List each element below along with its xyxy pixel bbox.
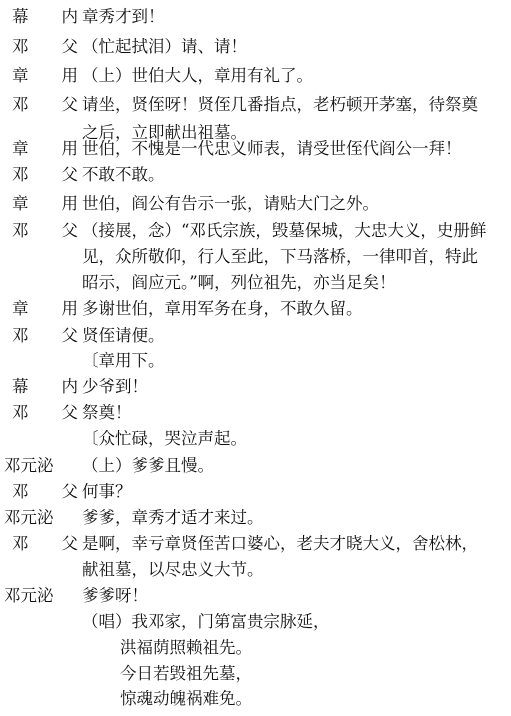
dialogue-text: 章秀才到！ <box>82 7 165 26</box>
speaker-char: 用 <box>61 194 78 213</box>
dialogue-line <box>0 2 511 32</box>
verse-line <box>0 684 511 714</box>
speaker-char: 邓元泌 <box>4 586 54 605</box>
dialogue-text: 爹爹，章秀才适才来过。 <box>82 508 264 527</box>
speaker-name <box>12 2 78 32</box>
speaker-char: 用 <box>61 66 78 85</box>
stage-direction <box>0 424 511 454</box>
stage-direction-text: 〔章用下。 <box>82 351 165 370</box>
speaker-char: 邓元泌 <box>4 508 54 527</box>
speaker-name <box>12 90 78 120</box>
speaker-char: 章 <box>12 139 29 158</box>
speaker-char: 父 <box>61 482 78 501</box>
dialogue-text: （接展，念）“邓氏宗族，毁墓保城，大忠大义，史册鲜 <box>82 221 487 240</box>
speaker-name <box>12 61 78 91</box>
dialogue-text: （上）世伯大人，章用有礼了。 <box>82 66 313 85</box>
dialogue-text: 世伯，不愧是一代忠义师表，请受世侄代阎公一拜！ <box>82 139 462 158</box>
dialogue-text: 多谢世伯，章用军务在身，不敢久留。 <box>82 299 363 318</box>
speaker-char: 邓 <box>12 221 29 240</box>
speaker-char: 用 <box>61 139 78 158</box>
speaker-char: 幕 <box>12 377 29 396</box>
speaker-char: 父 <box>61 37 78 56</box>
dialogue-text: 祭奠！ <box>82 403 132 422</box>
dialogue-line <box>0 294 511 324</box>
dialogue-line <box>0 90 511 120</box>
dialogue-text: （上）爹爹且慢。 <box>82 456 214 475</box>
speaker-char: 父 <box>61 326 78 345</box>
speaker-char: 父 <box>61 534 78 553</box>
speaker-name <box>12 189 78 219</box>
speaker-char: 邓元泌 <box>4 456 54 475</box>
dialogue-text: 何事？ <box>82 482 132 501</box>
speaker-char: 内 <box>61 377 78 396</box>
speaker-char: 邓 <box>12 482 29 501</box>
verse-text: 惊魂动魄祸难免。 <box>120 689 252 708</box>
dialogue-text: 不敢不敢。 <box>82 165 165 184</box>
dialogue-text: 爹爹呀！ <box>82 586 148 605</box>
speaker-name <box>12 294 78 324</box>
speaker-char: 邓 <box>12 534 29 553</box>
speaker-char: 邓 <box>12 37 29 56</box>
speaker-char: 邓 <box>12 165 29 184</box>
dialogue-text: 之后，立即献出祖墓。 <box>82 123 247 142</box>
dialogue-text: 昭示，阎应元。”啊，列位祖先，亦当足矣！ <box>82 273 396 292</box>
speaker-char: 父 <box>61 165 78 184</box>
speaker-char: 邓 <box>12 326 29 345</box>
dialogue-text: 是啊，幸亏章贤侄苦口婆心，老夫才晓大义，舍松林， <box>82 534 478 553</box>
speaker-char: 邓 <box>12 403 29 422</box>
verse-text: 今日若毁祖先墓， <box>120 664 252 683</box>
dialogue-text: 贤侄请便。 <box>82 326 165 345</box>
speaker-char: 父 <box>61 221 78 240</box>
dialogue-text: 少爷到！ <box>82 377 148 396</box>
speaker-char: 幕 <box>12 7 29 26</box>
dialogue-text: 献祖墓，以尽忠义大节。 <box>82 560 264 579</box>
sung-text: （唱）我邓家，门第富贵宗脉延， <box>82 612 330 631</box>
dialogue-text: 见，众所敬仰，行人至此，下马落桥，一律叩首，特此 <box>82 247 478 266</box>
speaker-name <box>12 160 78 190</box>
speaker-char: 父 <box>61 95 78 114</box>
dialogue-line <box>0 32 511 62</box>
speaker-name <box>12 32 78 62</box>
speaker-char: 章 <box>12 66 29 85</box>
dialogue-text: 请坐，贤侄呀！贤侄几番指点，老朽顿开茅塞，待祭奠 <box>82 95 478 114</box>
speaker-char: 邓 <box>12 95 29 114</box>
speaker-char: 内 <box>61 7 78 26</box>
speaker-char: 父 <box>61 403 78 422</box>
dialogue-line <box>0 189 511 219</box>
dialogue-line <box>0 61 511 91</box>
dialogue-line <box>0 160 511 190</box>
speaker-char: 章 <box>12 194 29 213</box>
stage-direction-text: 〔众忙碌，哭泣声起。 <box>82 429 247 448</box>
speaker-char: 章 <box>12 299 29 318</box>
dialogue-text: （忙起拭泪）请、请！ <box>82 37 247 56</box>
dialogue-text: 世伯，阎公有告示一张，请贴大门之外。 <box>82 194 379 213</box>
speaker-char: 用 <box>61 299 78 318</box>
verse-text: 洪福荫照赖祖先。 <box>120 638 252 657</box>
